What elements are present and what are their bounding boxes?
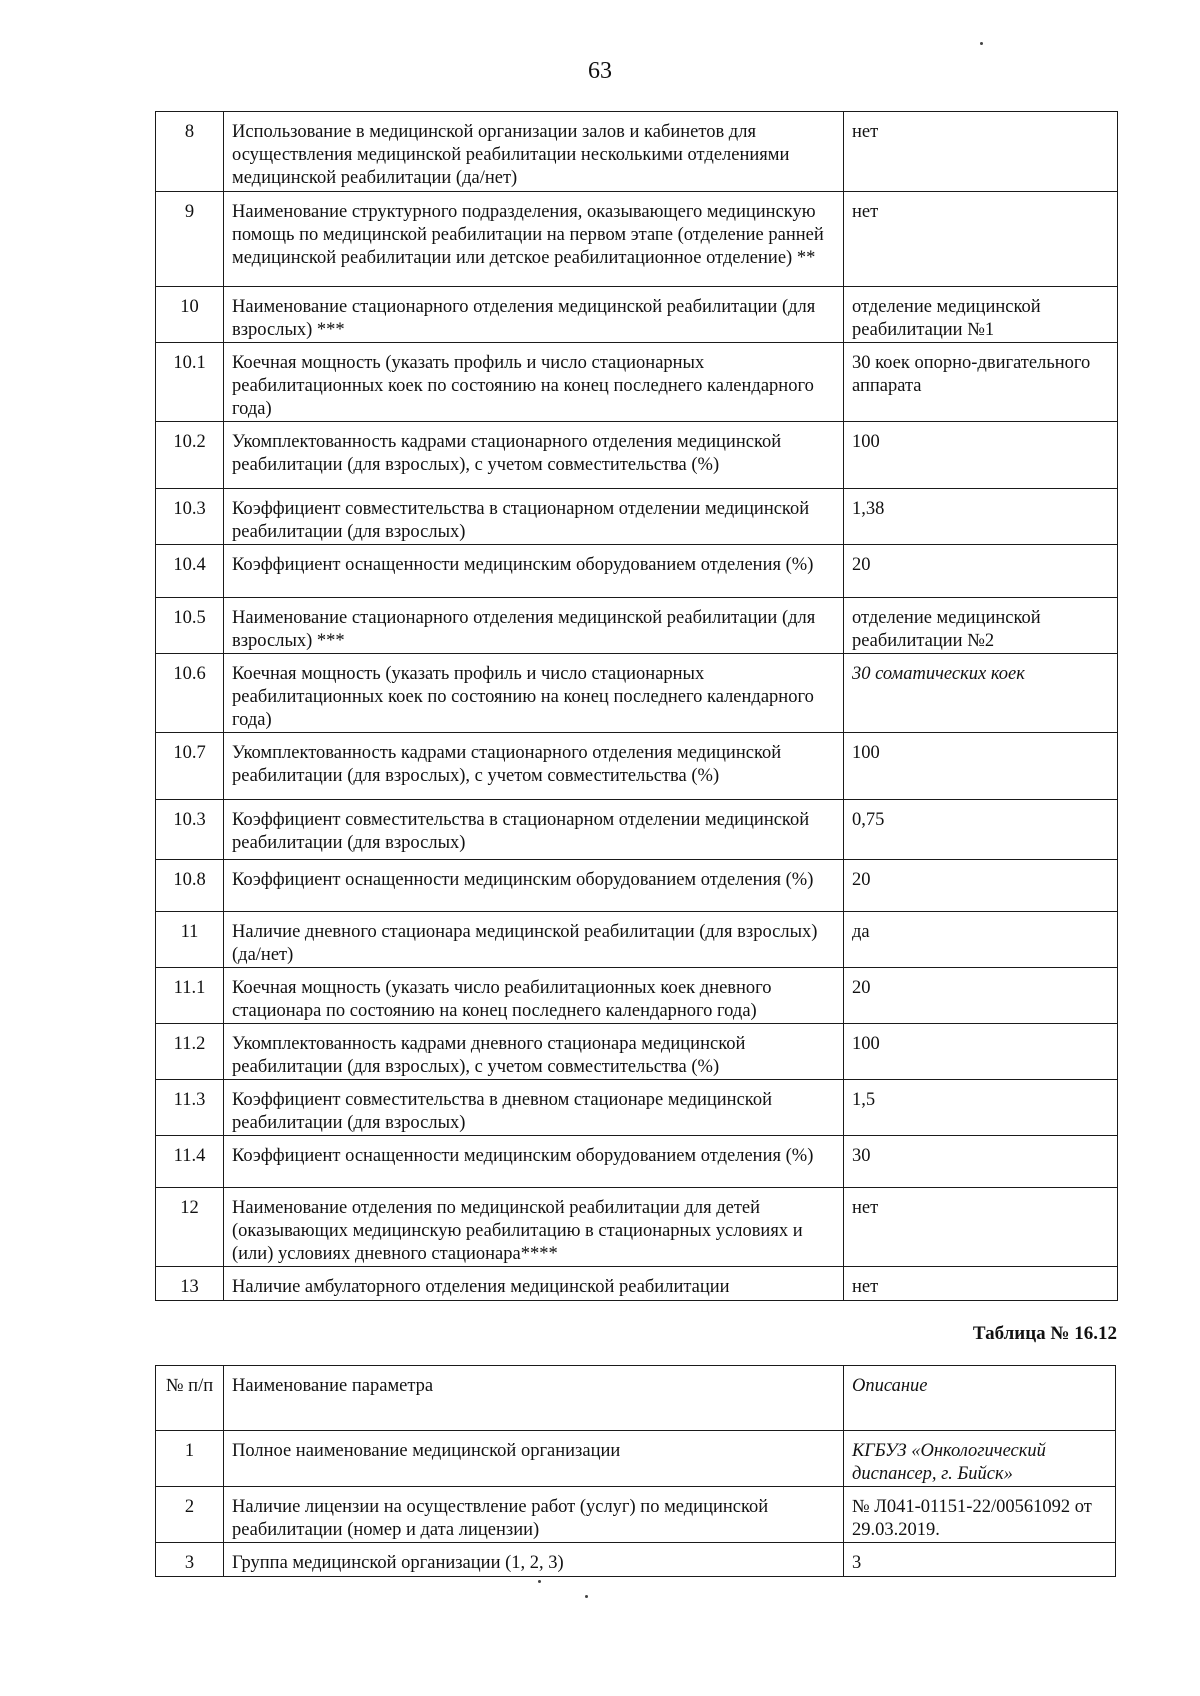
parameter-value: нет [844,1267,1118,1301]
table-row [156,1267,1118,1301]
row-number: 10.5 [156,598,224,654]
table-row [156,912,1118,968]
row-number: 10.3 [156,489,224,545]
row-number: 10.8 [156,860,224,912]
header-param: Наименование параметра [224,1366,844,1431]
row-number: 11.1 [156,968,224,1024]
row-number: 13 [156,1267,224,1301]
row-number: 10.6 [156,654,224,733]
parameter-value: 100 [844,733,1118,800]
table-row [156,1543,1116,1577]
parameter-name: Наименование стационарного отделения медицинской реабилитации (для взрослых) *** [224,598,844,654]
row-number: 11.4 [156,1136,224,1188]
row-number: 11 [156,912,224,968]
row-number: 2 [156,1487,224,1543]
parameter-name: Наличие лицензии на осуществление работ (услуг) по медицинской реабилитации (номер и дата лицензии) [224,1487,844,1543]
parameter-value: 100 [844,1024,1118,1080]
parameter-value: нет [844,1188,1118,1267]
scan-speck [585,1595,588,1598]
row-number: 10 [156,287,224,343]
table-row [156,489,1118,545]
page-number: 63 [588,58,612,84]
parameter-value: 1,5 [844,1080,1118,1136]
parameter-name: Наименование структурного подразделения, оказывающего медицинскую помощь по медицинской реабилитации на первом этапе (отделение ранней медицинской реабилитации или детское реабилитационное отделение) ** [224,192,844,287]
table-row [156,598,1118,654]
table-row [156,112,1118,192]
parameter-name: Наличие амбулаторного отделения медицинской реабилитации [224,1267,844,1301]
parameter-name: Наименование стационарного отделения медицинской реабилитации (для взрослых) *** [224,287,844,343]
parameter-value: 30 соматических коек [844,654,1118,733]
row-number: 11.3 [156,1080,224,1136]
table-row [156,1188,1118,1267]
parameter-value: 3 [844,1543,1116,1577]
header-num: № п/п [156,1366,224,1431]
parameter-name: Коэффициент оснащенности медицинским оборудованием отделения (%) [224,545,844,598]
table-row [156,545,1118,598]
row-number: 10.4 [156,545,224,598]
table-row [156,654,1118,733]
parameter-name: Коечная мощность (указать профиль и число стационарных реабилитационных коек по состоянию на конец последнего календарного года) [224,654,844,733]
parameter-name: Коэффициент оснащенности медицинским оборудованием отделения (%) [224,860,844,912]
parameter-value: КГБУЗ «Онкологический диспансер, г. Бийск» [844,1431,1116,1487]
table-row [156,800,1118,860]
parameter-value: отделение медицинской реабилитации №2 [844,598,1118,654]
parameter-value: 20 [844,545,1118,598]
row-number: 9 [156,192,224,287]
table-row [156,860,1118,912]
parameter-value: 20 [844,968,1118,1024]
table-row [156,1136,1118,1188]
table-header-row [156,1366,1116,1431]
parameter-name: Укомплектованность кадрами стационарного отделения медицинской реабилитации (для взрослых), с учетом совместительства (%) [224,422,844,489]
parameter-name: Коечная мощность (указать число реабилитационных коек дневного стационара по состоянию на конец последнего календарного года) [224,968,844,1024]
parameter-name: Наименование отделения по медицинской реабилитации для детей (оказывающих медицинскую реабилитацию в стационарных условиях и (или) условиях дневного стационара**** [224,1188,844,1267]
organization-info-table [155,1365,1116,1577]
parameter-value: 30 коек опорно-двигательного аппарата [844,343,1118,422]
row-number: 11.2 [156,1024,224,1080]
parameter-name: Коэффициент совместительства в дневном стационаре медицинской реабилитации (для взрослых) [224,1080,844,1136]
parameter-value: нет [844,112,1118,192]
parameter-value: нет [844,192,1118,287]
parameter-value: да [844,912,1118,968]
table-row [156,422,1118,489]
table-row [156,733,1118,800]
parameter-name: Наличие дневного стационара медицинской реабилитации (для взрослых) (да/нет) [224,912,844,968]
rehab-parameters-table [155,111,1118,1301]
table-row [156,1487,1116,1543]
scan-speck [538,1580,541,1583]
parameter-value: 30 [844,1136,1118,1188]
parameter-name: Коэффициент оснащенности медицинским оборудованием отделения (%) [224,1136,844,1188]
parameter-value: № Л041-01151-22/00561092 от 29.03.2019. [844,1487,1116,1543]
parameter-name: Использование в медицинской организации залов и кабинетов для осуществления медицинской реабилитации несколькими отделениями медицинской реабилитации (да/нет) [224,112,844,192]
row-number: 10.1 [156,343,224,422]
parameter-name: Коэффициент совместительства в стационарном отделении медицинской реабилитации (для взрослых) [224,800,844,860]
table-row [156,1024,1118,1080]
row-number: 8 [156,112,224,192]
parameter-value: 0,75 [844,800,1118,860]
header-value: Описание [844,1366,1116,1431]
row-number: 10.2 [156,422,224,489]
table-row [156,192,1118,287]
table-row [156,1080,1118,1136]
parameter-name: Укомплектованность кадрами стационарного отделения медицинской реабилитации (для взрослых), с учетом совместительства (%) [224,733,844,800]
parameter-value: 1,38 [844,489,1118,545]
parameter-name: Группа медицинской организации (1, 2, 3) [224,1543,844,1577]
scan-speck [980,42,983,45]
parameter-value: 100 [844,422,1118,489]
row-number: 10.7 [156,733,224,800]
parameter-value: 20 [844,860,1118,912]
table-row [156,287,1118,343]
row-number: 1 [156,1431,224,1487]
row-number: 3 [156,1543,224,1577]
parameter-name: Укомплектованность кадрами дневного стационара медицинской реабилитации (для взрослых), с учетом совместительства (%) [224,1024,844,1080]
table-row [156,343,1118,422]
parameter-name: Полное наименование медицинской организации [224,1431,844,1487]
table-caption: Таблица № 16.12 [972,1323,1117,1344]
row-number: 12 [156,1188,224,1267]
parameter-value: отделение медицинской реабилитации №1 [844,287,1118,343]
parameter-name: Коечная мощность (указать профиль и число стационарных реабилитационных коек по состоянию на конец последнего календарного года) [224,343,844,422]
table-row [156,968,1118,1024]
row-number: 10.3 [156,800,224,860]
table-row [156,1431,1116,1487]
parameter-name: Коэффициент совместительства в стационарном отделении медицинской реабилитации (для взрослых) [224,489,844,545]
